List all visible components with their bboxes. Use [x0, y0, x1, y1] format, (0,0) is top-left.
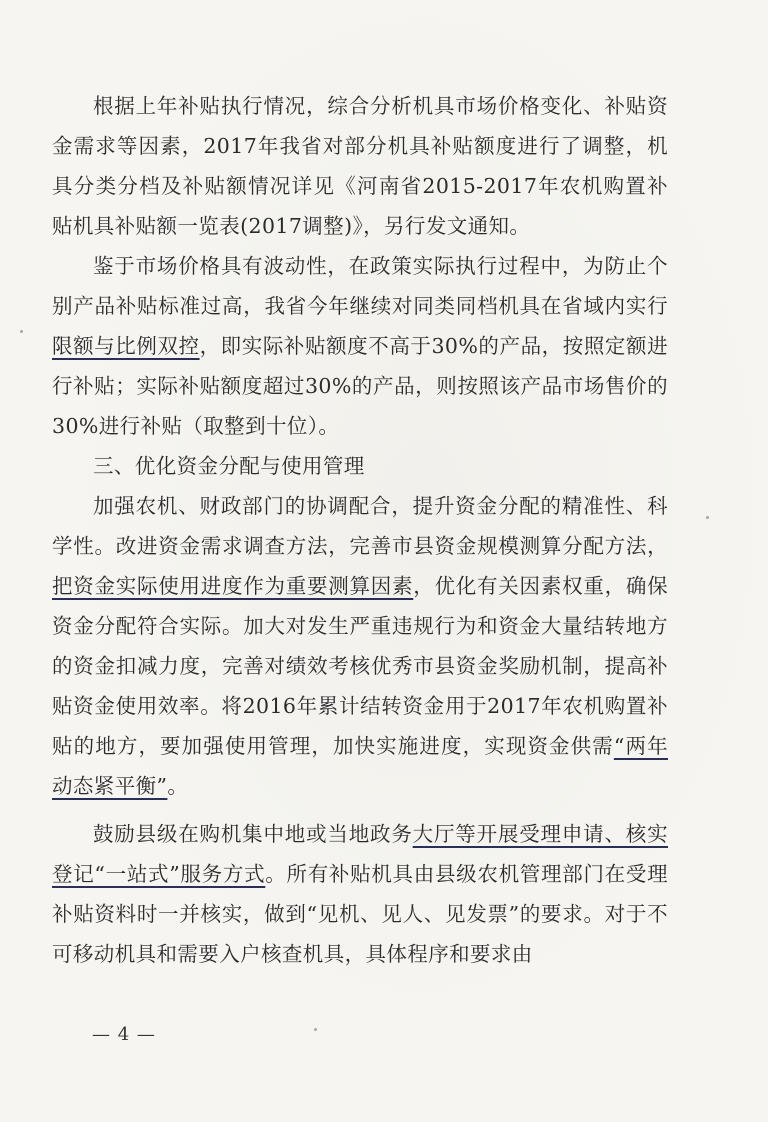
paragraph-subsidy-adjustment: 根据上年补贴执行情况，综合分析机具市场价格变化、补贴资金需求等因素，2017年我省对部分机具补贴额度进行了调整，机具分类分档及补贴额情况详见《河南省2015-2017年农机购置补贴机具补贴额一览表(2017调整)》，另行发文通知。 [52, 94, 668, 238]
paragraph-dual-control-tail: ，即实际补贴额度不高于30%的产品，按照定额进行补贴；实际补贴额度超过30%的产品，则按照该产品市场售价的30%进行补贴（取整到十位）。 [52, 334, 668, 438]
paragraph-fund-coordination [52, 486, 668, 806]
paragraph-fund-coordination-part3: 。 [167, 774, 189, 798]
scan-speck [314, 1028, 317, 1031]
scan-speck [706, 516, 709, 519]
paragraph-one-stop-service-part2: 。所有补贴机具由县级农机管理部门在受理补贴资料时一并核实，做到“见机、见人、见发票”的要求。对于不可移动机具和需要入户核查机具，具体程序和要求由 [52, 862, 668, 966]
scan-speck [20, 330, 23, 333]
paragraph-dual-control [52, 246, 668, 446]
page-number: — 4 — [92, 1024, 156, 1045]
underlined-phrase-dual-control: 限额与比例双控 [52, 334, 200, 358]
section-heading-fund-allocation: 三、优化资金分配与使用管理 [93, 454, 365, 478]
paragraph-one-stop-service-part1: 鼓励县级在购机集中地或当地政务 [93, 822, 413, 846]
paragraph-dual-control-lead: 鉴于市场价格具有波动性，在政策实际执行过程中，为防止个别产品补贴标准过高，我省今年继续对同类同档机具在省域内实行 [52, 254, 668, 318]
paragraph-one-stop-service [52, 814, 668, 974]
document-body [52, 86, 668, 974]
underlined-phrase-one-stop-service: 大厅等开展受理申请、核实登记“一站式”服务方式 [52, 822, 668, 886]
underlined-phrase-progress-factor: 把资金实际使用进度作为重要测算因素 [52, 574, 414, 598]
underlined-phrase-dynamic-balance: “两年动态紧平衡” [52, 734, 668, 798]
paragraph-fund-coordination-part1: 加强农机、财政部门的协调配合，提升资金分配的精准性、科学性。改进资金需求调查方法，完善市县资金规模测算分配方法， [52, 494, 668, 558]
paragraph-fund-coordination-part2: ，优化有关因素权重，确保资金分配符合实际。加大对发生严重违规行为和资金大量结转地方的资金扣减力度，完善对绩效考核优秀市县资金奖励机制，提高补贴资金使用效率。将2016年累计结转资金用于2017年农机购置补贴的地方，要加强使用管理，加快实施进度，实现资金供需 [52, 574, 668, 758]
